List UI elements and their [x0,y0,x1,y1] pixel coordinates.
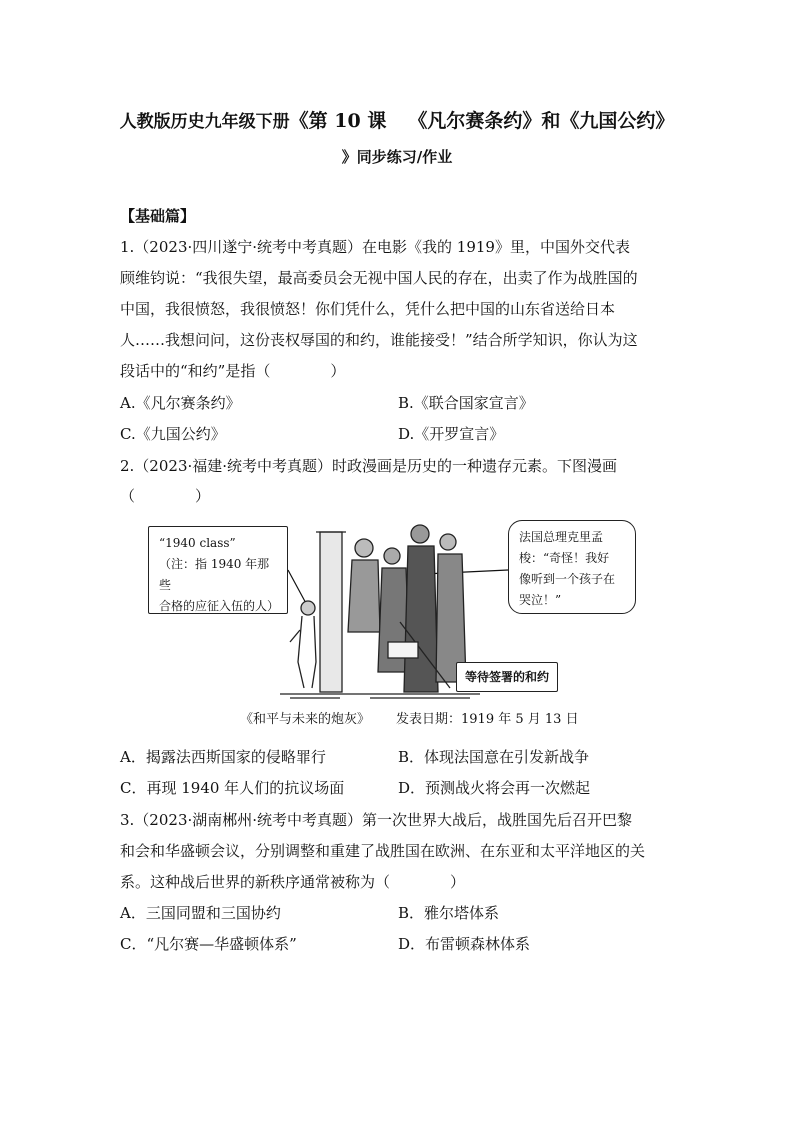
q3-option-b[interactable]: B．雅尔塔体系 [398,904,500,922]
q1-line: 中国，我很愤怒，我很愤怒！你们凭什么，凭什么把中国的山东省送给日本 [120,300,616,318]
q2-option-c[interactable]: C．再现 1940 年人们的抗议场面 [120,779,345,797]
callout-clemenceau [508,520,636,614]
callout-treaty: 等待签署的和约 [456,662,558,692]
callout-text: 法国总理克里孟 [519,530,604,544]
title-part-a: 人教版历史九年级下册 [119,112,290,132]
callout-text: 合格的应征入伍的人） [159,599,280,613]
caption-title: 《和平与未来的炮灰》 [240,712,371,727]
title-part-c: 《凡尔赛条约》和《九国公约》 [408,110,675,132]
q3-option-a[interactable]: A．三国同盟和三国协约 [120,904,281,922]
q1-line: 顾维钧说：“我很失望，最高委员会无视中国人民的存在，出卖了作为战胜国的 [120,269,638,287]
document-title-line2: 》同步练习/作业 [341,148,453,166]
document-title-line1 [0,106,794,133]
q1-option-d[interactable]: D.《开罗宣言》 [398,425,505,443]
q3-option-d[interactable]: D．布雷顿森林体系 [398,935,531,953]
q1-option-b[interactable]: B.《联合国家宣言》 [398,394,534,412]
callout-text: 像听到一个孩子在 [519,572,616,586]
cartoon-figure [140,512,660,732]
title-part-b: 《第 10 课 [289,110,387,132]
q2-line: （ ） [120,487,211,505]
q2-line: 2.（2023·福建·统考中考真题）时政漫画是历史的一种遗存元素。下图漫画 [120,457,618,475]
figure-caption [240,708,579,727]
q2-option-d[interactable]: D．预测战火将会再一次燃起 [398,779,591,797]
q3-line: 3.（2023·湖南郴州·统考中考真题）第一次世界大战后，战胜国先后召开巴黎 [120,811,633,829]
q1-option-c[interactable]: C.《九国公约》 [120,425,226,443]
callout-text: “1940 class” [159,536,236,550]
q2-option-b[interactable]: B．体现法国意在引发新战争 [398,748,590,766]
caption-date: 发表日期：1919 年 5 月 13 日 [396,712,579,727]
q1-line: 1.（2023·四川遂宁·统考中考真题）在电影《我的 1919》里，中国外交代表 [120,238,630,256]
q1-line: 段话中的“和约”是指（ ） [120,362,346,380]
q3-line: 系。这种战后世界的新秩序通常被称为（ ） [120,873,466,891]
callout-1940-class [148,526,288,614]
q1-option-a[interactable]: A.《凡尔赛条约》 [120,394,241,412]
callout-text: 梭：“奇怪！我好 [519,551,610,565]
callout-text: 哭泣！” [519,593,562,607]
q1-line: 人……我想问问，这份丧权辱国的和约，谁能接受！”结合所学知识，你认为这 [120,331,638,349]
q2-option-a[interactable]: A．揭露法西斯国家的侵略罪行 [120,748,326,766]
callout-text: （注：指 1940 年那些 [159,557,270,592]
section-heading: 【基础篇】 [120,207,196,225]
q3-line: 和会和华盛顿会议，分别调整和重建了战胜国在欧洲、在东亚和太平洋地区的关 [120,842,646,860]
q3-option-c[interactable]: C．“凡尔赛—华盛顿体系” [120,935,297,953]
cartoon-illustration [280,512,480,702]
